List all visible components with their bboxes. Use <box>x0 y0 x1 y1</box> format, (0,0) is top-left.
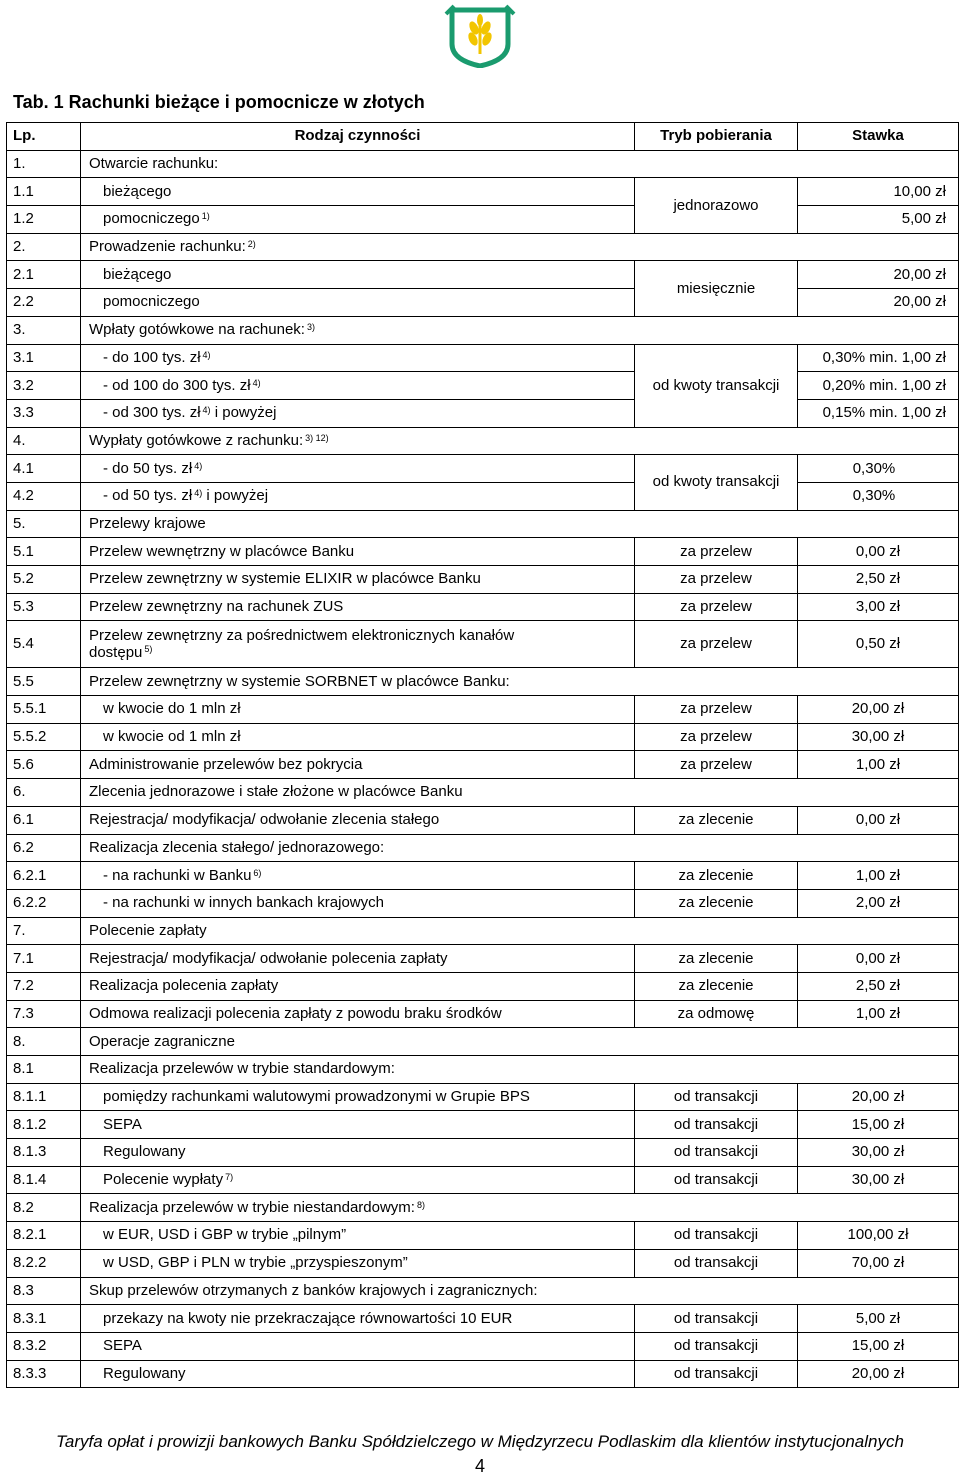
lp-cell: 5.4 <box>7 621 81 668</box>
desc-text: - na rachunki w Banku <box>103 866 252 884</box>
lp-cell: 5. <box>7 510 81 538</box>
rate-cell: 0,30% min. 1,00 zł <box>798 344 959 372</box>
footnote-ref: 3) 12) <box>305 432 329 443</box>
table-row <box>7 1305 959 1333</box>
footnote-ref: 4) <box>252 377 261 388</box>
rate-cell: 15,00 zł <box>798 1332 959 1360</box>
mode-cell: jednorazowo <box>635 178 798 233</box>
lp-cell: 6.2 <box>7 834 81 862</box>
lp-cell: 5.5 <box>7 668 81 696</box>
bank-logo <box>444 4 516 68</box>
lp-cell: 4.1 <box>7 455 81 483</box>
rate-cell: 0,15% min. 1,00 zł <box>798 399 959 427</box>
rate-cell: 30,00 zł <box>798 1166 959 1194</box>
mode-cell: za przelew <box>635 621 798 668</box>
table-row <box>7 1332 959 1360</box>
desc-cell: Polecenie zapłaty <box>81 917 959 945</box>
mode-cell: od transakcji <box>635 1305 798 1333</box>
lp-cell: 8.1.4 <box>7 1166 81 1194</box>
desc-text: - do 100 tys. zł <box>103 348 201 366</box>
mode-cell: za zlecenie <box>635 862 798 890</box>
footnote-ref: 7) <box>225 1172 234 1183</box>
lp-cell: 4. <box>7 427 81 455</box>
section-row <box>7 1277 959 1305</box>
lp-cell: 7.2 <box>7 972 81 1000</box>
mode-cell: za przelew <box>635 566 798 594</box>
desc-text: Przelew zewnętrzny za pośrednictwem elektronicznych kanałów dostępu <box>89 627 515 662</box>
desc-cell <box>81 178 635 206</box>
section-row <box>7 668 959 696</box>
rate-cell: 0,50 zł <box>798 621 959 668</box>
mode-cell: od transakcji <box>635 1139 798 1167</box>
desc-text: Wpłaty gotówkowe na rachunek: <box>89 321 305 339</box>
desc-text: pomocniczego <box>103 210 200 228</box>
mode-cell: miesięcznie <box>635 261 798 316</box>
rate-cell: 2,50 zł <box>798 972 959 1000</box>
lp-cell: 5.5.2 <box>7 723 81 751</box>
desc-text: Prowadzenie rachunku: <box>89 238 246 256</box>
desc-cell: - na rachunki w innych bankach krajowych <box>81 889 635 917</box>
rate-cell: 100,00 zł <box>798 1222 959 1250</box>
desc-cell <box>81 455 635 483</box>
table-row <box>7 1166 959 1194</box>
section-row <box>7 1028 959 1056</box>
table-row <box>7 178 959 206</box>
table-row <box>7 696 959 724</box>
lp-cell: 5.2 <box>7 566 81 594</box>
desc-text: Realizacja przelewów w trybie niestandardowym: <box>89 1198 415 1216</box>
section-row <box>7 316 959 344</box>
lp-cell: 3.2 <box>7 372 81 400</box>
lp-cell: 7.1 <box>7 945 81 973</box>
mode-cell: za zlecenie <box>635 806 798 834</box>
lp-cell: 8.3.1 <box>7 1305 81 1333</box>
lp-cell: 2.2 <box>7 289 81 317</box>
table-row <box>7 1139 959 1167</box>
lp-cell: 8.2 <box>7 1194 81 1222</box>
footnote-ref: 4) <box>194 488 203 499</box>
rate-cell: 30,00 zł <box>798 723 959 751</box>
mode-cell: od transakcji <box>635 1332 798 1360</box>
lp-cell: 5.3 <box>7 593 81 621</box>
lp-cell: 6. <box>7 779 81 807</box>
table-row <box>7 1249 959 1277</box>
footnote-ref: 6) <box>253 867 262 878</box>
mode-cell: od kwoty transakcji <box>635 455 798 510</box>
footnote-ref: 1) <box>201 211 210 222</box>
mode-cell: od kwoty transakcji <box>635 344 798 427</box>
desc-cell: w USD, GBP i PLN w trybie „przyspieszonym” <box>81 1249 635 1277</box>
mode-cell: od transakcji <box>635 1111 798 1139</box>
desc-cell: Administrowanie przelewów bez pokrycia <box>81 751 635 779</box>
lp-cell: 7. <box>7 917 81 945</box>
desc-cell: Przelew zewnętrzny na rachunek ZUS <box>81 593 635 621</box>
desc-cell <box>81 427 959 455</box>
lp-cell: 8.2.2 <box>7 1249 81 1277</box>
rate-cell: 5,00 zł <box>798 1305 959 1333</box>
desc-cell: w kwocie do 1 mln zł <box>81 696 635 724</box>
desc-cell <box>81 344 635 372</box>
page-footer: Taryfa opłat i prowizji bankowych Banku Spółdzielczego w Międzyrzecu Podlaskim dla klientów instytucjonalnych <box>56 1432 904 1451</box>
rate-cell: 20,00 zł <box>798 1083 959 1111</box>
lp-cell: 8.3.2 <box>7 1332 81 1360</box>
lp-cell: 8.1.3 <box>7 1139 81 1167</box>
table-row <box>7 566 959 594</box>
desc-text: Wypłaty gotówkowe z rachunku: <box>89 431 304 449</box>
mode-cell: za odmowę <box>635 1000 798 1028</box>
lp-cell: 2.1 <box>7 261 81 289</box>
mode-cell: za przelew <box>635 723 798 751</box>
desc-text: pomocniczego <box>103 293 200 311</box>
table-row <box>7 1083 959 1111</box>
mode-cell: od transakcji <box>635 1249 798 1277</box>
desc-text-suffix: i powyżej <box>214 404 277 422</box>
section-row <box>7 427 959 455</box>
rate-cell: 15,00 zł <box>798 1111 959 1139</box>
section-row <box>7 917 959 945</box>
section-row <box>7 1056 959 1084</box>
desc-cell: Rejestracja/ modyfikacja/ odwołanie zlecenia stałego <box>81 806 635 834</box>
lp-cell: 5.6 <box>7 751 81 779</box>
mode-cell: za przelew <box>635 593 798 621</box>
desc-cell <box>81 621 635 668</box>
mode-cell: od transakcji <box>635 1083 798 1111</box>
table-row <box>7 344 959 372</box>
desc-cell: Otwarcie rachunku: <box>81 150 959 178</box>
table-row <box>7 806 959 834</box>
table-row <box>7 482 959 510</box>
footnote-ref: 2) <box>247 239 256 250</box>
desc-cell: Przelewy krajowe <box>81 510 959 538</box>
rate-cell: 20,00 zł <box>798 1360 959 1388</box>
rate-cell: 2,00 zł <box>798 889 959 917</box>
desc-cell: pomiędzy rachunkami walutowymi prowadzonymi w Grupie BPS <box>81 1083 635 1111</box>
lp-cell: 1.2 <box>7 206 81 234</box>
rate-cell: 0,00 zł <box>798 538 959 566</box>
lp-cell: 8.3.3 <box>7 1360 81 1388</box>
lp-cell: 2. <box>7 233 81 261</box>
desc-cell: Rejestracja/ modyfikacja/ odwołanie polecenia zapłaty <box>81 945 635 973</box>
rate-cell: 0,00 zł <box>798 806 959 834</box>
table-row <box>7 206 959 234</box>
section-row <box>7 150 959 178</box>
desc-text-suffix: i powyżej <box>206 487 269 505</box>
mode-cell: od transakcji <box>635 1222 798 1250</box>
lp-cell: 6.2.2 <box>7 889 81 917</box>
table-row <box>7 751 959 779</box>
desc-cell: Realizacja zlecenia stałego/ jednorazowego: <box>81 834 959 862</box>
section-row <box>7 233 959 261</box>
rate-cell: 5,00 zł <box>798 206 959 234</box>
table-row <box>7 723 959 751</box>
mode-cell: od transakcji <box>635 1166 798 1194</box>
table-row <box>7 1222 959 1250</box>
header-lp: Lp. <box>7 123 81 151</box>
rate-cell: 1,00 zł <box>798 751 959 779</box>
desc-cell: w EUR, USD i GBP w trybie „pilnym” <box>81 1222 635 1250</box>
mode-cell: za przelew <box>635 696 798 724</box>
section-row <box>7 779 959 807</box>
rate-cell: 20,00 zł <box>798 289 959 317</box>
desc-text: - od 100 do 300 tys. zł <box>103 376 251 394</box>
table-row <box>7 889 959 917</box>
lp-cell: 6.2.1 <box>7 862 81 890</box>
desc-cell: SEPA <box>81 1332 635 1360</box>
desc-cell: Realizacja polecenia zapłaty <box>81 972 635 1000</box>
lp-cell: 8.1 <box>7 1056 81 1084</box>
mode-cell: za zlecenie <box>635 945 798 973</box>
rate-cell: 30,00 zł <box>798 1139 959 1167</box>
desc-text: bieżącego <box>103 265 172 283</box>
desc-cell <box>81 289 635 317</box>
desc-text: Polecenie wypłaty <box>103 1171 224 1189</box>
section-row <box>7 510 959 538</box>
rate-cell: 1,00 zł <box>798 1000 959 1028</box>
footnote-ref: 4) <box>194 460 203 471</box>
desc-cell: Przelew zewnętrzny w systemie ELIXIR w placówce Banku <box>81 566 635 594</box>
desc-cell <box>81 1166 635 1194</box>
table-row <box>7 399 959 427</box>
desc-cell <box>81 862 635 890</box>
footnote-ref: 4) <box>202 349 211 360</box>
table-header-row <box>7 123 959 151</box>
rate-cell: 2,50 zł <box>798 566 959 594</box>
lp-cell: 1.1 <box>7 178 81 206</box>
table-row <box>7 455 959 483</box>
desc-cell <box>81 372 635 400</box>
mode-cell: za przelew <box>635 751 798 779</box>
desc-cell <box>81 206 635 234</box>
lp-cell: 8.1.1 <box>7 1083 81 1111</box>
rate-cell: 0,30% <box>798 482 959 510</box>
mode-cell: za zlecenie <box>635 972 798 1000</box>
desc-cell <box>81 233 959 261</box>
desc-text: bieżącego <box>103 182 172 200</box>
desc-cell: Przelew zewnętrzny w systemie SORBNET w placówce Banku: <box>81 668 959 696</box>
table-row <box>7 972 959 1000</box>
table-title: Tab. 1 Rachunki bieżące i pomocnicze w złotych <box>13 92 425 112</box>
table-row <box>7 1111 959 1139</box>
section-row <box>7 1194 959 1222</box>
table-row <box>7 945 959 973</box>
mode-cell: od transakcji <box>635 1360 798 1388</box>
rate-cell: 20,00 zł <box>798 261 959 289</box>
rate-cell: 20,00 zł <box>798 696 959 724</box>
lp-cell: 8.2.1 <box>7 1222 81 1250</box>
header-stawka: Stawka <box>798 123 959 151</box>
table-row <box>7 1000 959 1028</box>
header-tryb: Tryb pobierania <box>635 123 798 151</box>
lp-cell: 8.3 <box>7 1277 81 1305</box>
table-row <box>7 862 959 890</box>
lp-cell: 5.5.1 <box>7 696 81 724</box>
desc-cell <box>81 261 635 289</box>
desc-text: - do 50 tys. zł <box>103 459 193 477</box>
rate-cell: 10,00 zł <box>798 178 959 206</box>
table-row <box>7 1360 959 1388</box>
desc-cell: Zlecenia jednorazowe i stałe złożone w placówce Banku <box>81 779 959 807</box>
mode-cell: za przelew <box>635 538 798 566</box>
table-row <box>7 289 959 317</box>
lp-cell: 3.3 <box>7 399 81 427</box>
mode-cell: za zlecenie <box>635 889 798 917</box>
table-row <box>7 261 959 289</box>
desc-cell: Regulowany <box>81 1139 635 1167</box>
desc-cell <box>81 399 635 427</box>
lp-cell: 8.1.2 <box>7 1111 81 1139</box>
desc-cell: Realizacja przelewów w trybie standardowym: <box>81 1056 959 1084</box>
page-number: 4 <box>474 1456 485 1476</box>
lp-cell: 7.3 <box>7 1000 81 1028</box>
rate-cell: 3,00 zł <box>798 593 959 621</box>
desc-cell: SEPA <box>81 1111 635 1139</box>
desc-cell <box>81 1194 959 1222</box>
lp-cell: 5.1 <box>7 538 81 566</box>
desc-cell: w kwocie od 1 mln zł <box>81 723 635 751</box>
desc-text: - od 50 tys. zł <box>103 487 193 505</box>
footnote-ref: 8) <box>416 1199 425 1210</box>
rate-cell: 1,00 zł <box>798 862 959 890</box>
desc-text: - od 300 tys. zł <box>103 404 201 422</box>
desc-cell: Operacje zagraniczne <box>81 1028 959 1056</box>
desc-cell: Przelew wewnętrzny w placówce Banku <box>81 538 635 566</box>
table-row <box>7 372 959 400</box>
desc-cell <box>81 316 959 344</box>
footnote-ref: 5) <box>144 644 153 655</box>
rate-cell: 0,30% <box>798 455 959 483</box>
lp-cell: 4.2 <box>7 482 81 510</box>
table-row <box>7 538 959 566</box>
lp-cell: 3. <box>7 316 81 344</box>
section-row <box>7 834 959 862</box>
footnote-ref: 3) <box>306 322 315 333</box>
header-rodzaj: Rodzaj czynności <box>81 123 635 151</box>
table-row <box>7 621 959 668</box>
lp-cell: 1. <box>7 150 81 178</box>
desc-cell: Skup przelewów otrzymanych z banków krajowych i zagranicznych: <box>81 1277 959 1305</box>
desc-cell: Odmowa realizacji polecenia zapłaty z powodu braku środków <box>81 1000 635 1028</box>
footnote-ref: 4) <box>202 405 211 416</box>
desc-cell <box>81 482 635 510</box>
table-row <box>7 593 959 621</box>
lp-cell: 8. <box>7 1028 81 1056</box>
lp-cell: 6.1 <box>7 806 81 834</box>
rate-cell: 0,20% min. 1,00 zł <box>798 372 959 400</box>
rate-cell: 70,00 zł <box>798 1249 959 1277</box>
fee-table <box>6 122 959 1388</box>
desc-cell: Regulowany <box>81 1360 635 1388</box>
lp-cell: 3.1 <box>7 344 81 372</box>
rate-cell: 0,00 zł <box>798 945 959 973</box>
desc-cell: przekazy na kwoty nie przekraczające równowartości 10 EUR <box>81 1305 635 1333</box>
